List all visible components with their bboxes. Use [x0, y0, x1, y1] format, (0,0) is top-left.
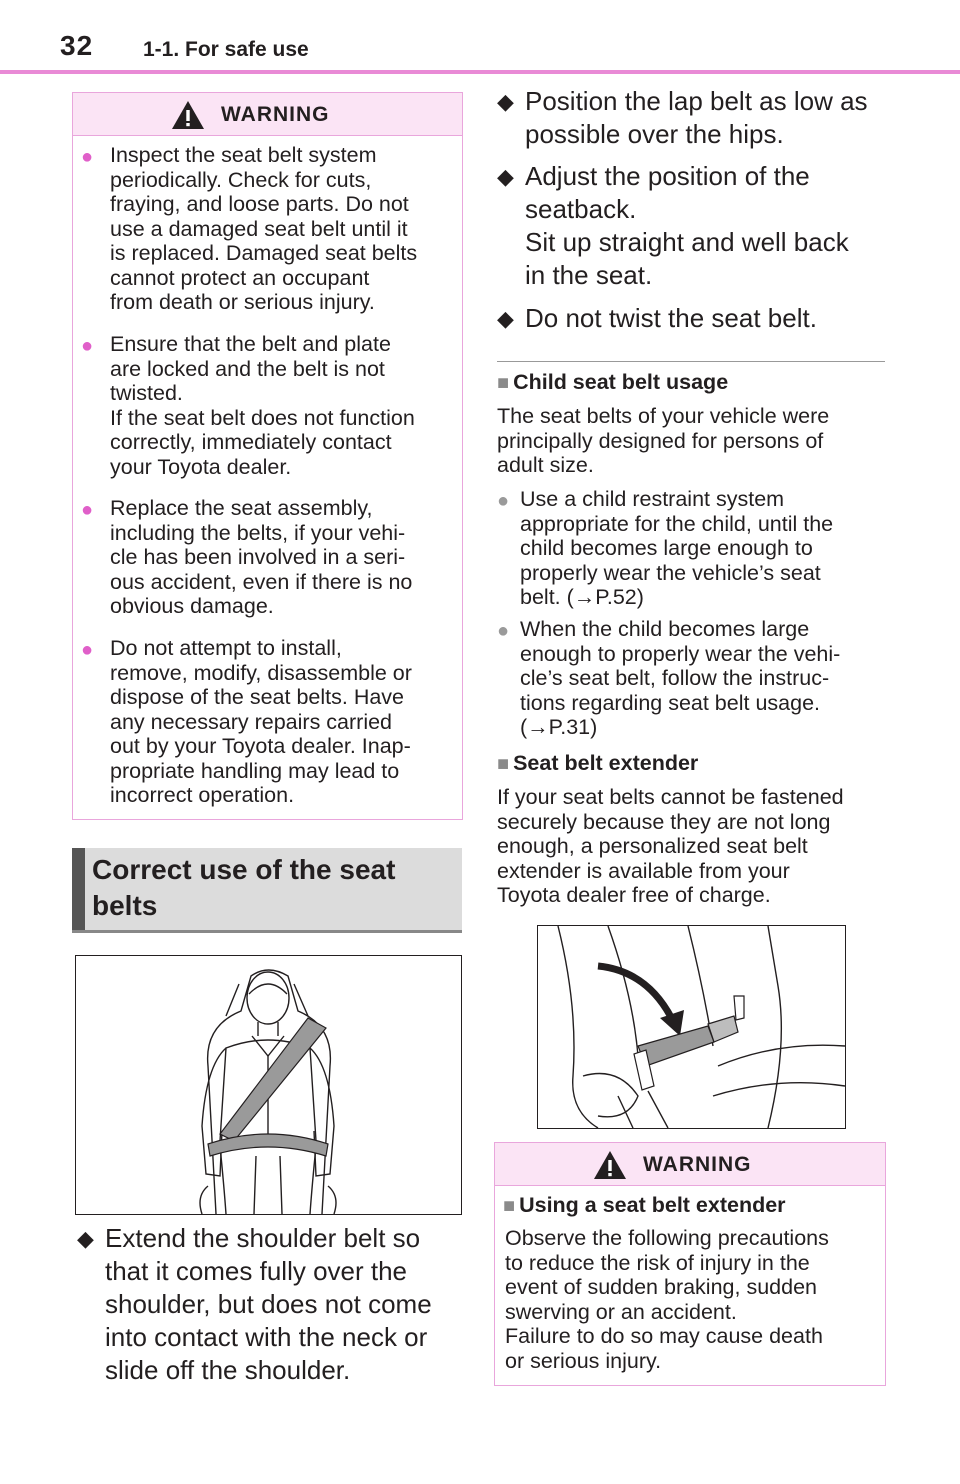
warning-item: ● Replace the seat assembly, including the belts, if your vehi- cle has been involved in a seri- ous accident, even if there is no obvious damage. [81, 496, 413, 618]
section-heading-text: Correct use of the seat belts [92, 854, 396, 921]
extender-warning-heading: ■ Using a seat belt extender [503, 1193, 786, 1217]
diamond-bullet-icon: ◆ [497, 89, 514, 114]
warning-item: ● Do not attempt to install, remove, modify, disassemble or dispose of the seat belts. Have any necessary repairs carried out by your Toyota dealer. Inap- propriate handling may lead to incorrect operation. [81, 636, 412, 807]
warning-item: ● Ensure that the belt and plate are locked and the belt is not twisted. If the seat belt does not function correctly, immediately contact your Toyota dealer. [81, 332, 415, 479]
square-bullet-icon: ■ [497, 753, 510, 775]
instruction-bullet: ◆ Adjust the position of the seatback. Sit up straight and well back in the seat. [497, 161, 849, 290]
warning-header [495, 1143, 885, 1186]
extender-warning-text: Observe the following precautions to reduce the risk of injury in the event of sudden braking, sudden swerving or an accident. Failure to do so may cause death or serious injury. [505, 1226, 829, 1373]
divider [497, 361, 885, 362]
page-number: 32 [60, 30, 94, 61]
square-bullet-icon: ■ [497, 372, 510, 394]
diamond-bullet-icon: ◆ [497, 306, 514, 331]
bullet-icon: ● [81, 146, 94, 168]
extender-heading: ■ Seat belt extender [497, 751, 699, 775]
warning-label: WARNING [643, 1153, 752, 1176]
extender-text: If your seat belts cannot be fastened securely because they are not long enough, a personalized seat belt extender is available from your Toyota dealer free of charge. [497, 785, 844, 907]
child-seat-item: ● Use a child restraint system appropriate for the child, until the child becomes large enough to properly wear the vehicle’s seat belt. (→P.52) [497, 487, 834, 609]
square-bullet-icon: ■ [503, 1195, 516, 1217]
child-seat-heading: ■ Child seat belt usage [497, 370, 729, 394]
occupant-belt-figure [76, 956, 461, 1214]
warning-label: WARNING [221, 103, 330, 126]
diamond-bullet-icon: ◆ [497, 164, 514, 189]
bullet-icon: ● [497, 620, 510, 642]
warning-item: ● Inspect the seat belt system periodically. Check for cuts, fraying, and loose parts. Do not use a damaged seat belt until it is replaced. Damaged seat belts cannot protect an occupant from death or serious injury. [81, 143, 418, 314]
bullet-icon: ● [497, 490, 510, 512]
child-seat-item: ● When the child becomes large enough to properly wear the vehi- cle’s seat belt, follow the instruc- tions regarding seat belt usage. (→P.31) [497, 617, 841, 739]
warning-triangle-icon [171, 100, 205, 130]
warning-header [73, 93, 462, 136]
section-heading [72, 848, 462, 930]
seat-belt-extender-illustration [537, 925, 846, 1129]
header-rule [0, 70, 960, 74]
instruction-bullet: ◆ Position the lap belt as low as possible over the hips. [497, 86, 868, 149]
seated-occupant-illustration [75, 955, 462, 1215]
extender-figure [538, 926, 845, 1128]
bullet-icon: ● [81, 499, 94, 521]
warning-triangle-icon [593, 1150, 627, 1180]
child-seat-intro: The seat belts of your vehicle were principally designed for persons of adult size. [497, 404, 830, 477]
instruction-bullet: ◆ Do not twist the seat belt. [497, 303, 817, 333]
diamond-bullet-icon: ◆ [77, 1226, 94, 1251]
bullet-icon: ● [81, 335, 94, 357]
heading-rule [72, 930, 462, 933]
instruction-bullet: ◆ Extend the shoulder belt so that it comes fully over the shoulder, but does not come into contact with the neck or slide off the shoulder. [77, 1223, 432, 1385]
bullet-icon: ● [81, 639, 94, 661]
section-title: 1-1. For safe use [143, 38, 309, 61]
